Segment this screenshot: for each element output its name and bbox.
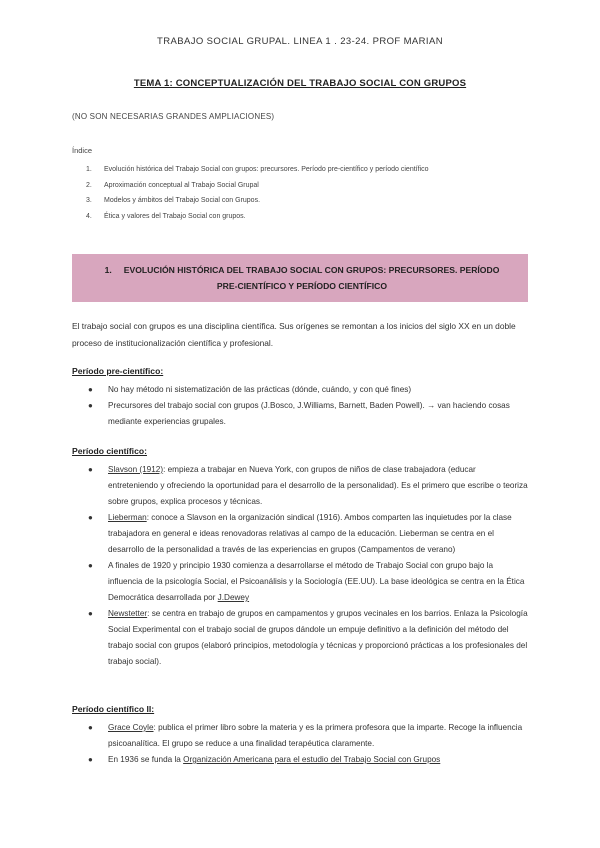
indice-item-number: 4. — [86, 212, 92, 220]
tema-title: TEMA 1: CONCEPTUALIZACIÓN DEL TRABAJO SOCIAL CON GRUPOS — [133, 78, 467, 89]
list-item-text: No hay método ni sistematización de las prácticas (dónde, cuándo, y con qué fines) — [108, 385, 412, 394]
scientific-list — [86, 462, 528, 670]
list-item-text: : publica el primer libro sobre la materia y es la primera profesora que la imparte. Recoge la influencia psicoanalítica. El grupo se reduce a una finalidad terapéutica claramente. — [108, 723, 523, 748]
bullet-icon: ● — [88, 465, 93, 474]
list-item — [86, 510, 528, 558]
list-item — [86, 462, 528, 510]
newstetter-link[interactable]: Newstetter — [108, 609, 148, 618]
slavson-link[interactable]: Slavson (1912) — [108, 465, 164, 474]
list-item-text: A finales de 1920 y principio 1930 comienza a desarrollarse el método de Trabajo Social con grupo bajo la influencia de la psicología Social, el Psicoanálisis y la Sociología (EE.UU). La base ideológica se centra en la Ética Democrática desarrollada por — [108, 561, 525, 602]
section-title-line-2: PRE-CIENTÍFICO Y PERÍODO CIENTÍFICO — [216, 281, 388, 291]
indice-item — [86, 193, 429, 209]
bullet-icon: ● — [88, 561, 93, 570]
list-item-text: Precursores del trabajo social con grupos (J.Bosco, J.Williams, Barnett, Baden Powell). → van haciendo cosas mediante experiencias grupales. — [108, 401, 510, 426]
list-item — [86, 720, 528, 752]
indice-item-number: 2. — [86, 181, 92, 189]
indice-item-number: 1. — [86, 166, 92, 173]
list-item-text: : empieza a trabajar en Nueva York, con grupos de niños de clase trabajadora (educar entreteniendo y ofreciendo la oportunidad para el desarrollo de la personalidad). Es el primero que escribe o teoriza sobre grupos, explica procesos y técnicas. — [108, 465, 528, 506]
indice-item-text: Ética y valores del Trabajo Social con grupos. — [104, 212, 246, 220]
list-item — [86, 752, 528, 768]
dewey-link[interactable]: J.Dewey — [217, 593, 250, 602]
list-item-text: : se centra en trabajo de grupos en campamentos y grupos vecinales en los barrios. Enlaza la Psicología Social Experimental con el trabajo social de grupos dándole un empuje definitivo a la definición del método del trabajo social con grupos (elaboró principios, metodología y técnicas y proporcionó prácticas a los profesionales del trabajo social). — [108, 609, 528, 666]
indice-item-text: Evolución histórica del Trabajo Social con grupos: precursores. Período pre-científico y período científico — [104, 166, 429, 173]
section-title-line-1: EVOLUCIÓN HISTÓRICA DEL TRABAJO SOCIAL CON GRUPOS: PRECURSORES. PERÍODO — [123, 265, 500, 275]
bullet-icon: ● — [88, 513, 93, 522]
list-item — [86, 606, 528, 670]
bullet-icon: ● — [88, 723, 93, 732]
indice-list — [86, 162, 429, 224]
list-item-text: En 1936 se funda la — [108, 755, 184, 764]
indice-item-text: Aproximación conceptual al Trabajo Social Grupal — [104, 181, 259, 189]
indice-item — [86, 209, 429, 225]
bullet-icon: ● — [88, 755, 93, 764]
coyle-link[interactable]: Grace Coyle — [108, 723, 154, 732]
pre-scientific-heading: Período pre-científico: — [72, 366, 164, 376]
section-heading — [92, 262, 512, 294]
bullet-icon: ● — [88, 385, 93, 394]
scientific-ii-heading: Período científico II: — [72, 704, 155, 714]
list-item — [86, 398, 528, 430]
page-header: TRABAJO SOCIAL GRUPAL. LINEA 1 . 23-24. PROF MARIAN — [157, 36, 443, 47]
indice-item — [86, 178, 429, 194]
section-number: 1. — [104, 265, 112, 275]
note-text: (NO SON NECESARIAS GRANDES AMPLIACIONES) — [72, 112, 275, 121]
bullet-icon: ● — [88, 609, 93, 618]
list-item — [86, 558, 528, 606]
lieberman-link[interactable]: Lieberman — [108, 513, 147, 522]
indice-item — [86, 162, 429, 178]
bullet-icon: ● — [88, 401, 93, 410]
organizacion-link[interactable]: Organización Americana para el estudio del Trabajo Social con Grupos — [183, 755, 441, 764]
intro-paragraph: El trabajo social con grupos es una disciplina científica. Sus orígenes se remontan a los inicios del siglo XX en un doble proceso de institucionalización científica y profesional. — [72, 321, 516, 348]
scientific-ii-list — [86, 720, 528, 768]
list-item — [86, 382, 528, 398]
pre-scientific-list — [86, 382, 528, 430]
indice-item-number: 3. — [86, 197, 92, 204]
indice-title: Índice — [72, 146, 93, 155]
scientific-heading: Período científico: — [72, 446, 147, 456]
indice-item-text: Modelos y ámbitos del Trabajo Social con Grupos. — [104, 197, 261, 204]
list-item-text: : conoce a Slavson en la organización sindical (1916). Ambos comparten las inquietudes por la clase trabajadora en general e ideas renovadoras relativas al campo de la educación. Lieberman se centra en el desarrollo de la personalidad a través de las experiencias en grupos (Campamentos de verano) — [108, 513, 512, 554]
